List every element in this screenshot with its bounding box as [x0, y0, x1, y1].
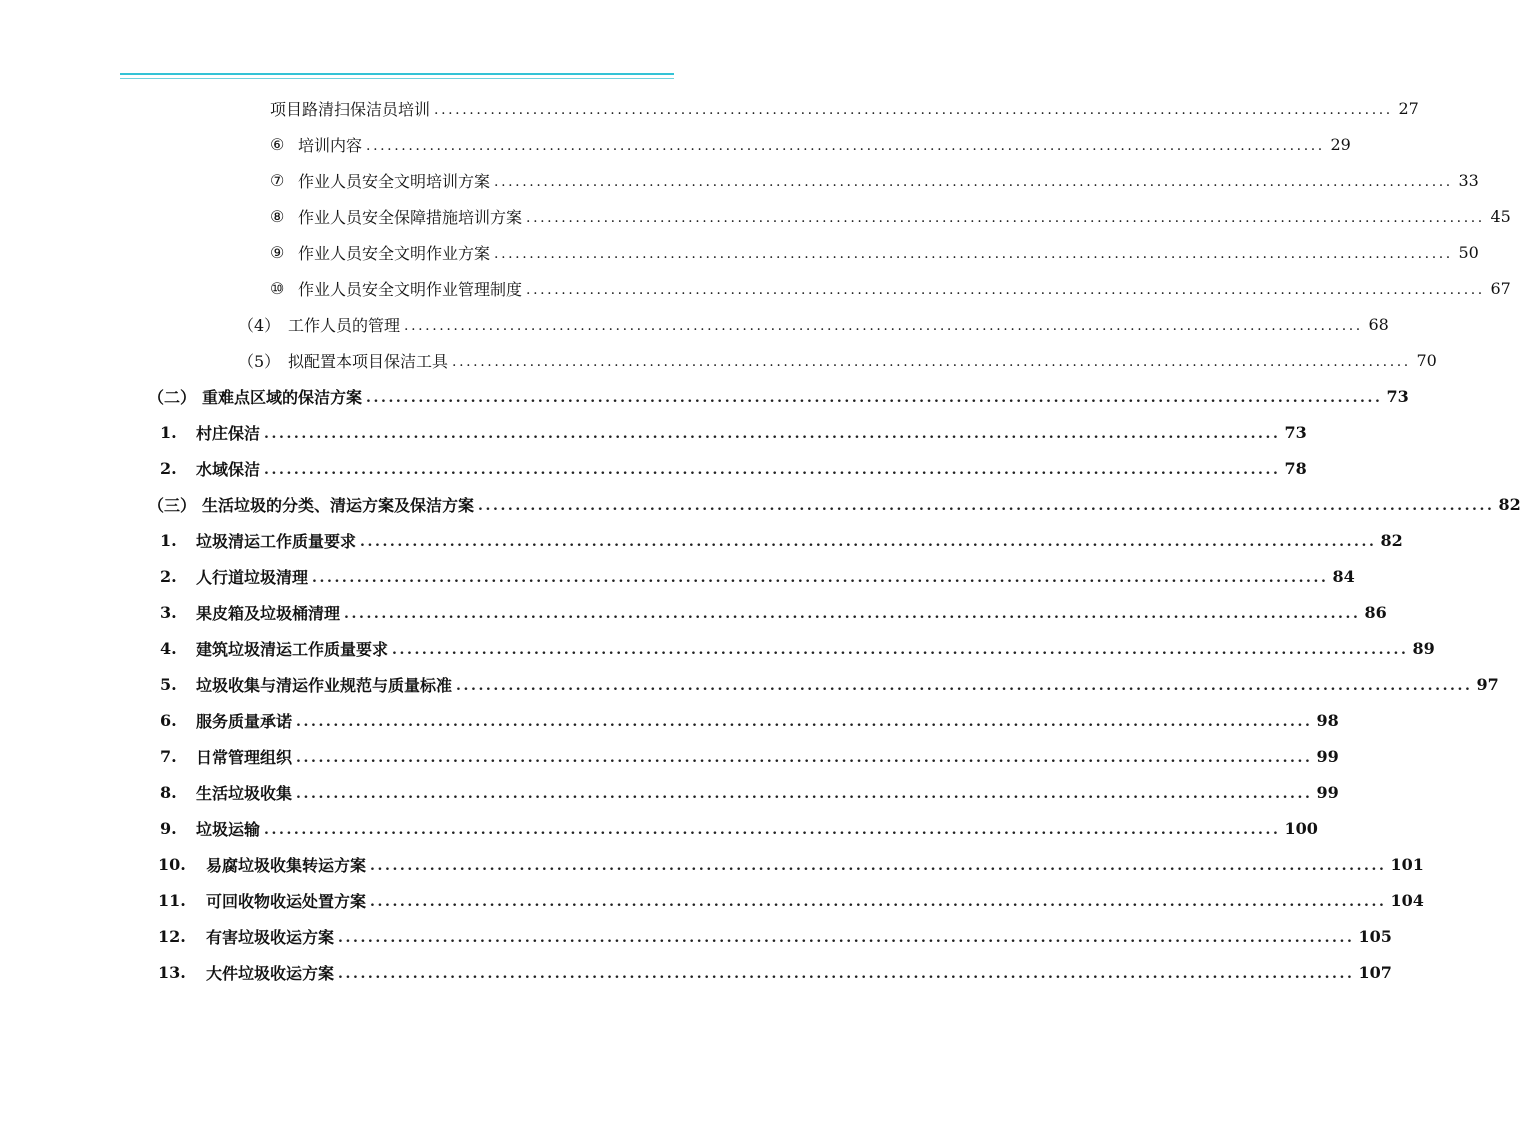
- toc-entry-title: 生活垃圾的分类、清运方案及保洁方案: [202, 495, 475, 515]
- toc-dot-leader: ........................................................................................................................................: [478, 498, 1495, 514]
- toc-entry-title: 易腐垃圾收集转运方案: [206, 855, 367, 875]
- toc-entry-page: 89: [1412, 638, 1435, 658]
- toc-entry[interactable]: [270, 198, 1511, 234]
- toc-dot-leader: ........................................................................................................................................: [434, 102, 1393, 118]
- toc-dot-leader: ........................................................................................................................................: [370, 858, 1387, 874]
- toc-entry-number: 5.: [160, 674, 177, 694]
- toc-entry-number: 4.: [160, 638, 177, 658]
- toc-entry-title: 日常管理组织: [196, 747, 293, 767]
- toc-entry-page: 98: [1316, 710, 1339, 730]
- toc-entry-number: 8.: [160, 782, 177, 802]
- toc-entry-page: 84: [1332, 566, 1355, 586]
- toc-dot-leader: ........................................................................................................................................: [494, 174, 1453, 190]
- toc-entry[interactable]: [270, 270, 1511, 306]
- toc-entry-page: 27: [1398, 98, 1419, 118]
- toc-entry-page: 99: [1316, 746, 1339, 766]
- toc-entry-number: 2.: [160, 566, 177, 586]
- toc-dot-leader: ........................................................................................................................................: [370, 894, 1387, 910]
- toc-entry-page: 107: [1358, 962, 1392, 982]
- toc-entry[interactable]: [160, 666, 1499, 702]
- toc-entry-title: 拟配置本项目保洁工具: [288, 351, 449, 371]
- toc-entry-title: 可回收物收运处置方案: [206, 891, 367, 911]
- toc-entry-number: 3.: [160, 602, 177, 622]
- toc-entry-title: 服务质量承诺: [196, 711, 293, 731]
- toc-entry[interactable]: [160, 414, 1307, 450]
- toc-entry-page: 86: [1364, 602, 1387, 622]
- toc-entry[interactable]: [160, 594, 1387, 630]
- toc-entry[interactable]: [238, 342, 1437, 378]
- toc-entry[interactable]: [160, 558, 1355, 594]
- toc-entry-page: 70: [1416, 350, 1437, 370]
- toc-entry-number: 1.: [160, 530, 177, 550]
- toc-entry[interactable]: [160, 450, 1307, 486]
- toc-entry-page: 73: [1284, 422, 1307, 442]
- toc-entry-number: （三）: [148, 495, 197, 515]
- toc-entry-page: 68: [1368, 314, 1389, 334]
- toc-dot-leader: ........................................................................................................................................: [494, 246, 1453, 262]
- toc-entry-number: （二）: [148, 387, 197, 407]
- toc-entry[interactable]: [270, 162, 1479, 198]
- toc-dot-leader: ........................................................................................................................................: [366, 138, 1325, 154]
- toc-entry-number: 11.: [158, 890, 186, 910]
- toc-entry-title: 项目路清扫保洁员培训: [270, 99, 431, 119]
- toc-dot-leader: ........................................................................................................................................: [264, 822, 1281, 838]
- toc-entry[interactable]: [158, 918, 1392, 954]
- toc-dot-leader: ........................................................................................................................................: [296, 750, 1313, 766]
- toc-dot-leader: ........................................................................................................................................: [360, 534, 1377, 550]
- toc-entry-number: ⑩: [270, 278, 285, 298]
- toc-entry[interactable]: [160, 702, 1339, 738]
- toc-entry-number: 7.: [160, 746, 177, 766]
- toc-entry-number: 6.: [160, 710, 177, 730]
- toc-entry-page: 104: [1390, 890, 1424, 910]
- toc-entry-title: 建筑垃圾清运工作质量要求: [196, 639, 389, 659]
- toc-dot-leader: ........................................................................................................................................: [264, 462, 1281, 478]
- toc-entry-page: 82: [1380, 530, 1403, 550]
- toc-dot-leader: ........................................................................................................................................: [338, 930, 1355, 946]
- header-rule-thin: [120, 78, 674, 79]
- toc-dot-leader: ........................................................................................................................................: [312, 570, 1329, 586]
- toc-dot-leader: ........................................................................................................................................: [344, 606, 1361, 622]
- toc-dot-leader: ........................................................................................................................................: [338, 966, 1355, 982]
- toc-entry[interactable]: [160, 738, 1339, 774]
- toc-entry[interactable]: [158, 954, 1392, 990]
- toc-entry-title: 人行道垃圾清理: [196, 567, 309, 587]
- toc-entry-page: 105: [1358, 926, 1392, 946]
- toc-dot-leader: ........................................................................................................................................: [296, 786, 1313, 802]
- toc-entry[interactable]: [160, 522, 1403, 558]
- toc-entry-title: 工作人员的管理: [288, 315, 401, 335]
- toc-entry-number: 12.: [158, 926, 186, 946]
- toc-entry-page: 101: [1390, 854, 1424, 874]
- toc-entry-page: 99: [1316, 782, 1339, 802]
- toc-entry[interactable]: [238, 306, 1389, 342]
- toc-entry-number: 10.: [158, 854, 186, 874]
- toc-entry-page: 45: [1490, 206, 1511, 226]
- toc-entry-page: 82: [1498, 494, 1521, 514]
- toc-entry[interactable]: [270, 126, 1351, 162]
- toc-entry-number: ⑨: [270, 242, 285, 262]
- toc-entry-page: 100: [1284, 818, 1318, 838]
- toc-entry-page: 33: [1458, 170, 1479, 190]
- toc-dot-leader: ........................................................................................................................................: [296, 714, 1313, 730]
- header-rule: [120, 73, 674, 75]
- toc-dot-leader: ........................................................................................................................................: [404, 318, 1363, 334]
- toc-entry[interactable]: [270, 234, 1479, 270]
- toc-entry-page: 29: [1330, 134, 1351, 154]
- toc-entry-number: 1.: [160, 422, 177, 442]
- toc-dot-leader: ........................................................................................................................................: [526, 282, 1485, 298]
- toc-dot-leader: ........................................................................................................................................: [366, 390, 1383, 406]
- toc-entry-number: ⑧: [270, 206, 285, 226]
- toc-entry-title: 培训内容: [298, 135, 363, 155]
- toc-entry-page: 73: [1386, 386, 1409, 406]
- toc-entry-title: 果皮箱及垃圾桶清理: [196, 603, 341, 623]
- toc-entry-title: 大件垃圾收运方案: [206, 963, 335, 983]
- toc-entry-number: ⑦: [270, 170, 285, 190]
- toc-entry-title: 作业人员安全文明作业方案: [298, 243, 491, 263]
- toc-entry[interactable]: [160, 630, 1435, 666]
- toc-entry-page: 97: [1476, 674, 1499, 694]
- toc-entry[interactable]: [158, 846, 1424, 882]
- toc-entry[interactable]: [160, 810, 1318, 846]
- toc-dot-leader: ........................................................................................................................................: [526, 210, 1485, 226]
- toc-entry-title: 作业人员安全保障措施培训方案: [298, 207, 523, 227]
- toc-entry-number: 2.: [160, 458, 177, 478]
- toc-entry-number: （4）: [238, 315, 281, 335]
- toc-entry-page: 67: [1490, 278, 1511, 298]
- toc-dot-leader: ........................................................................................................................................: [264, 426, 1281, 442]
- toc-entry-title: 村庄保洁: [196, 423, 261, 443]
- toc-entry[interactable]: [160, 774, 1339, 810]
- toc-entry-title: 生活垃圾收集: [196, 783, 293, 803]
- toc-dot-leader: ........................................................................................................................................: [392, 642, 1409, 658]
- toc-entry-page: 50: [1458, 242, 1479, 262]
- toc-entry-number: 9.: [160, 818, 177, 838]
- toc-entry-page: 78: [1284, 458, 1307, 478]
- toc-entry-title: 垃圾运输: [196, 819, 261, 839]
- toc-entry-title: 作业人员安全文明作业管理制度: [298, 279, 523, 299]
- toc-entry-title: 有害垃圾收运方案: [206, 927, 335, 947]
- toc-entry-title: 垃圾清运工作质量要求: [196, 531, 357, 551]
- toc-entry-number: ⑥: [270, 134, 285, 154]
- toc-entry[interactable]: [148, 378, 1409, 414]
- toc-entry[interactable]: [270, 90, 1419, 126]
- toc-entry-title: 水域保洁: [196, 459, 261, 479]
- toc-entry-title: 重难点区域的保洁方案: [202, 387, 363, 407]
- toc-entry[interactable]: [148, 486, 1521, 522]
- toc-entry-title: 作业人员安全文明培训方案: [298, 171, 491, 191]
- toc-entry-number: （5）: [238, 351, 281, 371]
- toc-dot-leader: ........................................................................................................................................: [456, 678, 1473, 694]
- toc-dot-leader: ........................................................................................................................................: [452, 354, 1411, 370]
- toc-entry[interactable]: [158, 882, 1424, 918]
- toc-entry-title: 垃圾收集与清运作业规范与质量标准: [196, 675, 453, 695]
- toc-entry-number: 13.: [158, 962, 186, 982]
